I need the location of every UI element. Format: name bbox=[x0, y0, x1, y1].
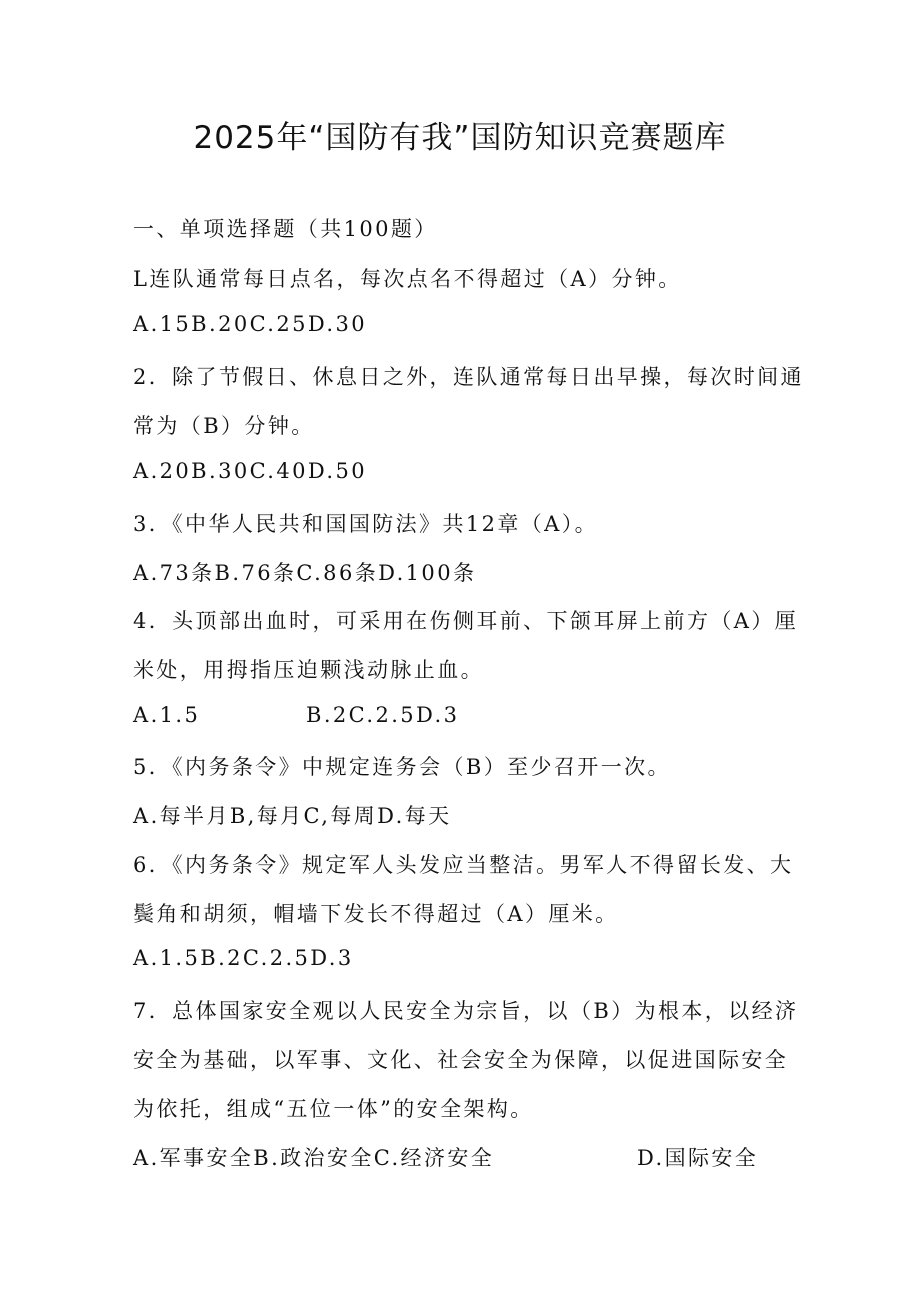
question-1-text: L连队通常每日点名，每次点名不得超过（A）分钟。 bbox=[133, 267, 682, 291]
question-3-options: A.73条B.76条C.86条D.100条 bbox=[133, 561, 477, 585]
question-7-text-cont: 安全为基础，以军事、文化、社会安全为保障，以促进国际安全 bbox=[133, 1048, 789, 1072]
question-5-options: A.每半月B,每月C,每周D.每天 bbox=[133, 804, 452, 828]
question-7-option-d: D.国际安全 bbox=[637, 1146, 759, 1170]
question-2-text-cont: 常为（B）分钟。 bbox=[133, 414, 315, 438]
question-6-text-cont: 鬓角和胡须，帽墙下发长不得超过（A）厘米。 bbox=[133, 902, 619, 926]
question-6-text: 6．《内务条令》规定军人头发应当整洁。男军人不得留长发、大 bbox=[133, 853, 794, 877]
question-4-option-a: A.1.5 bbox=[133, 703, 201, 727]
question-7-text-cont-2: 为依托，组成“五位一体”的安全架构。 bbox=[133, 1097, 534, 1121]
question-6-options: A.1.5B.2C.2.5D.3 bbox=[133, 946, 354, 970]
document-title: 2025年“国防有我”国防知识竞赛题库 bbox=[193, 120, 727, 156]
question-4-options-rest: B.2C.2.5D.3 bbox=[306, 703, 460, 727]
question-7-text: 7．总体国家安全观以人民安全为宗旨，以（B）为根本，以经济 bbox=[133, 999, 799, 1023]
question-3-text: 3．《中华人民共和国国防法》共12章（A）。 bbox=[133, 512, 599, 536]
section-heading: 一、单项选择题（共100题） bbox=[133, 217, 438, 241]
question-1-options: A.15B.20C.25D.30 bbox=[133, 312, 367, 336]
question-4-text: 4．头顶部出血时，可采用在伤侧耳前、下颌耳屏上前方（A）厘 bbox=[133, 609, 799, 633]
question-7-options-abc: A.军事安全B.政治安全C.经济安全 bbox=[133, 1146, 495, 1170]
question-5-text: 5．《内务条令》中规定连务会（B）至少召开一次。 bbox=[133, 755, 671, 779]
question-4-text-cont: 米处，用拇指压迫颗浅动脉止血。 bbox=[133, 658, 484, 682]
question-2-text: 2．除了节假日、休息日之外，连队通常每日出早操，每次时间通 bbox=[133, 365, 804, 389]
question-2-options: A.20B.30C.40D.50 bbox=[133, 459, 367, 483]
